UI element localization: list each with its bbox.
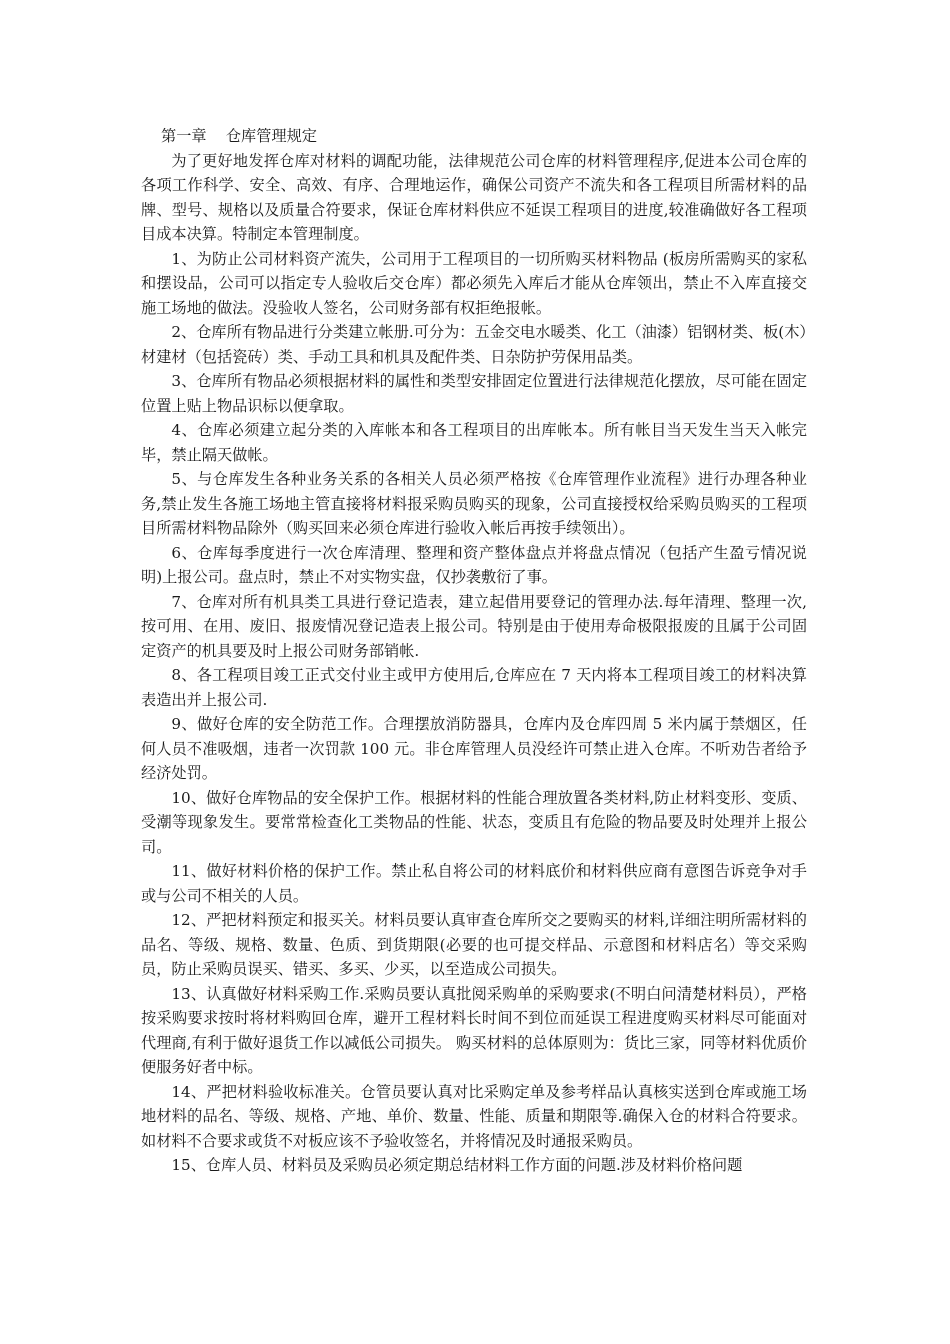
rule-paragraph-6: 6、仓库每季度进行一次仓库清理、整理和资产整体盘点并将盘点情况（包括产生盈亏情况说明)上报公司。盘点时，禁止不对实物实盘，仅抄袭敷衍了事。 (141, 543, 807, 586)
document-page (141, 124, 807, 1178)
rule-paragraph-13: 13、认真做好材料采购工作.采购员要认真批阅采购单的采购要求(不明白问清楚材料员），严格按采购要求按时将材料购回仓库，避开工程材料长时间不到位而延误工程进度购买材料尽可能面对代理商,有利于做好退货工作以减低公司损失。 购买材料的总体原则为：货比三家，同等材料优质价便服务好者中标。 (141, 984, 807, 1076)
rule-paragraph-10: 10、做好仓库物品的安全保护工作。根据材料的性能合理放置各类材料,防止材料变形、变质、受潮等现象发生。要常常检查化工类物品的性能、状态，变质且有危险的物品要及时处理并上报公司。 (141, 788, 807, 856)
rule-paragraph-7: 7、仓库对所有机具类工具进行登记造表，建立起借用要登记的管理办法.每年清理、整理一次,按可用、在用、废旧、报废情况登记造表上报公司。特别是由于使用寿命极限报废的且属于公司固定资产的机具要及时上报公司财务部销帐. (141, 592, 807, 660)
rule-paragraph-8: 8、各工程项目竣工正式交付业主或甲方使用后,仓库应在 7 天内将本工程项目竣工的材料决算表造出并上报公司. (141, 666, 807, 709)
rule-paragraph-5: 5、与仓库发生各种业务关系的各相关人员必须严格按《仓库管理作业流程》进行办理各种业务,禁止发生各施工场地主管直接将材料报采购员购买的现象，公司直接授权给采购员购买的工程项目所需材料物品除外（购买回来必须仓库进行验收入帐后再按手续领出）。 (141, 470, 807, 537)
rule-paragraph-3: 3、仓库所有物品必须根据材料的属性和类型安排固定位置进行法律规范化摆放，尽可能在固定位置上贴上物品识标以便拿取。 (141, 372, 807, 415)
rule-paragraph-2: 2、仓库所有物品进行分类建立帐册.可分为：五金交电水暖类、化工（油漆）铝钢材类、板(木）材建材（包括瓷砖）类、手动工具和机具及配件类、日杂防护劳保用品类。 (141, 323, 807, 366)
rule-paragraph-4: 4、仓库必须建立起分类的入库帐本和各工程项目的出库帐本。所有帐目当天发生当天入帐完毕，禁止隔天做帐。 (141, 421, 807, 464)
rule-paragraph-1: 1、为防止公司材料资产流失，公司用于工程项目的一切所购买材料物品 (板房所需购买的家私和摆设品，公司可以指定专人验收后交仓库）都必须先入库后才能从仓库领出，禁止不入库直接交施工场地的做法。没验收人签名，公司财务部有权拒绝报帐。 (141, 249, 807, 317)
rule-paragraph-14: 14、严把材料验收标准关。仓管员要认真对比采购定单及参考样品认真核实送到仓库或施工场地材料的品名、等级、规格、产地、单价、数量、性能、质量和期限等.确保入仓的材料合符要求。如材料不合要求或货不对板应该不予验收签名，并将情况及时通报采购员。 (141, 1082, 807, 1150)
rule-paragraph-12: 12、严把材料预定和报买关。材料员要认真审查仓库所交之要购买的材料,详细注明所需材料的品名、等级、规格、数量、色质、到货期限(必要的也可提交样品、示意图和材料店名）等交采购员，防止采购员误买、错买、多买、少买，以至造成公司损失。 (141, 911, 807, 978)
rule-paragraph-15: 15、仓库人员、材料员及采购员必须定期总结材料工作方面的问题.涉及材料价格问题 (171, 1156, 743, 1174)
intro-paragraph: 为了更好地发挥仓库对材料的调配功能，法律规范公司仓库的材料管理程序,促进本公司仓库的各项工作科学、安全、高效、有序、合理地运作，确保公司资产不流失和各工程项目所需材料的品牌、型号、规格以及质量合符要求，保证仓库材料供应不延误工程项目的进度,较准确做好各工程项目成本决算。特制定本管理制度。 (141, 151, 807, 243)
rule-paragraph-9: 9、做好仓库的安全防范工作。合理摆放消防器具，仓库内及仓库四周 5 米内属于禁烟区，任何人员不准吸烟，违者一次罚款 100 元。非仓库管理人员没经许可禁止进入仓库。不听劝告者给予经济处罚。 (141, 715, 807, 782)
chapter-title: 第一章 仓库管理规定 (161, 127, 317, 145)
rule-paragraph-11: 11、做好材料价格的保护工作。禁止私自将公司的材料底价和材料供应商有意图告诉竞争对手或与公司不相关的人员。 (141, 862, 807, 905)
